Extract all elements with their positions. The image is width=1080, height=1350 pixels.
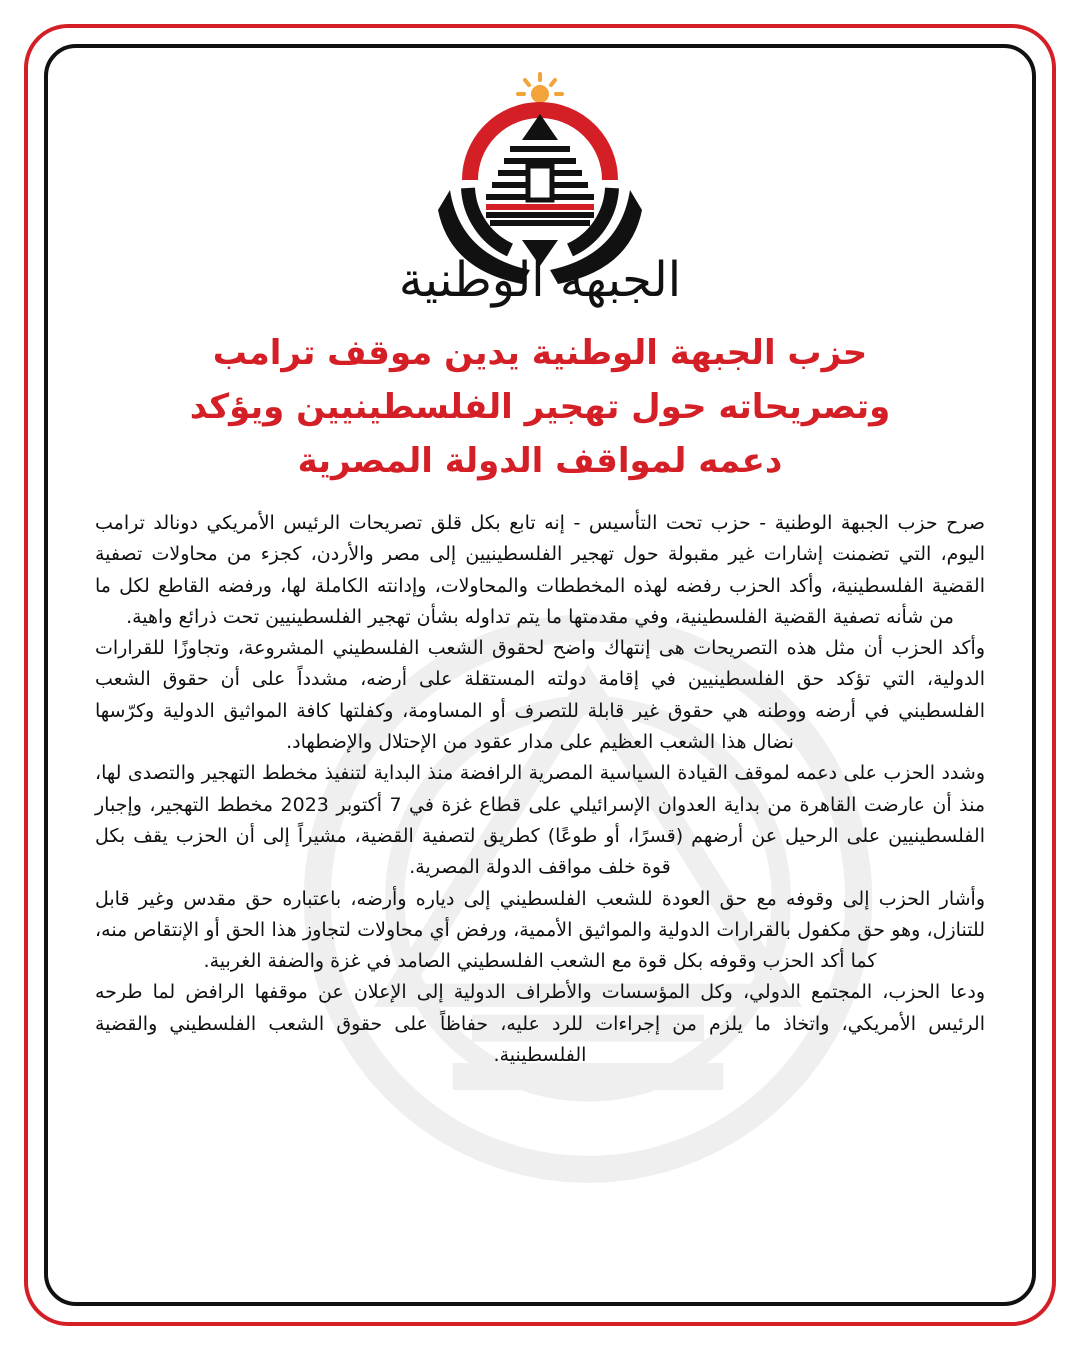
headline-line-1: حزب الجبهة الوطنية يدين موقف ترامب (212, 333, 868, 373)
paragraph-4: وأشار الحزب إلى وقوفه مع حق العودة للشعب الفلسطيني إلى دياره وأرضه، باعتباره حق مقدس وغير قابل للتنازل، وهو حق مكفول بالقرارات الدولية والمواثيق الأممية، ورفض أي محاولات لتجاوز هذا الحق أو الإنتقاص منه، كما أكد الحزب وقوفه بكل قوة مع الشعب الفلسطيني الصامد في غزة والضفة الغربية. (95, 887, 985, 973)
paragraph-3: وشدد الحزب على دعمه لموقف القيادة السياسية المصرية الرافضة منذ البداية لتنفيذ مخطط التهجير والتصدى لها، منذ أن عارضت القاهرة من بداية العدوان الإسرائيلي على قطاع غزة في 7 أكتوبر 2023 مخطط التهجير، وإجبار الفلسطينيين على الرحيل عن أرضهم (قسرًا، أو طوعًا) كطريق لتصفية القضية، مشيراً إلى أن الحزب يقف بكل قوة خلف مواقف الدولة المصرية. (95, 762, 985, 879)
paragraph-1: صرح حزب الجبهة الوطنية - حزب تحت التأسيس - إنه تابع بكل قلق تصريحات الرئيس الأمريكي دونالد ترامب اليوم، التي تضمنت إشارات غير مقبولة حول تهجير الفلسطينيين إلى مصر والأردن، كجزء من محاولات تصفية القضية الفلسطينية، وأكد الحزب رفضه لهذه المخططات والمحاولات، وإدانته الكاملة لها، ورفضه القاطع لكل ما من شأنه تصفية القضية الفلسطينية، وفي مقدمتها ما يتم تداوله بشأن تهجير الفلسطينيين تحت ذرائع واهية. (95, 512, 985, 628)
sun-icon (518, 74, 562, 103)
headline (80, 326, 1000, 488)
headline-line-3: دعمه لمواقف الدولة المصرية (297, 441, 783, 481)
statement-body (95, 508, 985, 1071)
headline-line-2: وتصريحاته حول تهجير الفلسطينيين ويؤكد (189, 387, 891, 427)
party-wordmark: الجبهة الوطنية (398, 252, 682, 308)
paragraph-2: وأكد الحزب أن مثل هذه التصريحات هى إنتهاك واضح لحقوق الشعب الفلسطيني المشروعة، وتجاوزًا للقرارات الدولية، التي تؤكد حق الفلسطينيين في إقامة دولته المستقلة على أرضه، مشدداً على أن حقوق الشعب الفلسطيني في أرضه ووطنه هي حقوق غير قابلة للتصرف أو المساومة، وكفلتها كافة المواثيق الدولية وكرّسها نضال هذا الشعب العظيم على مدار عقود من الإحتلال والإضطهاد. (95, 637, 985, 754)
paragraph-5: ودعا الحزب، المجتمع الدولي، وكل المؤسسات والأطراف الدولية إلى الإعلان عن موقفها الرافض لما طرحه الرئيس الأمريكي، واتخاذ ما يلزم من إجراءات للرد عليه، حفاظاً على حقوق الشعب الفلسطيني والقضية الفلسطينية. (95, 981, 985, 1067)
